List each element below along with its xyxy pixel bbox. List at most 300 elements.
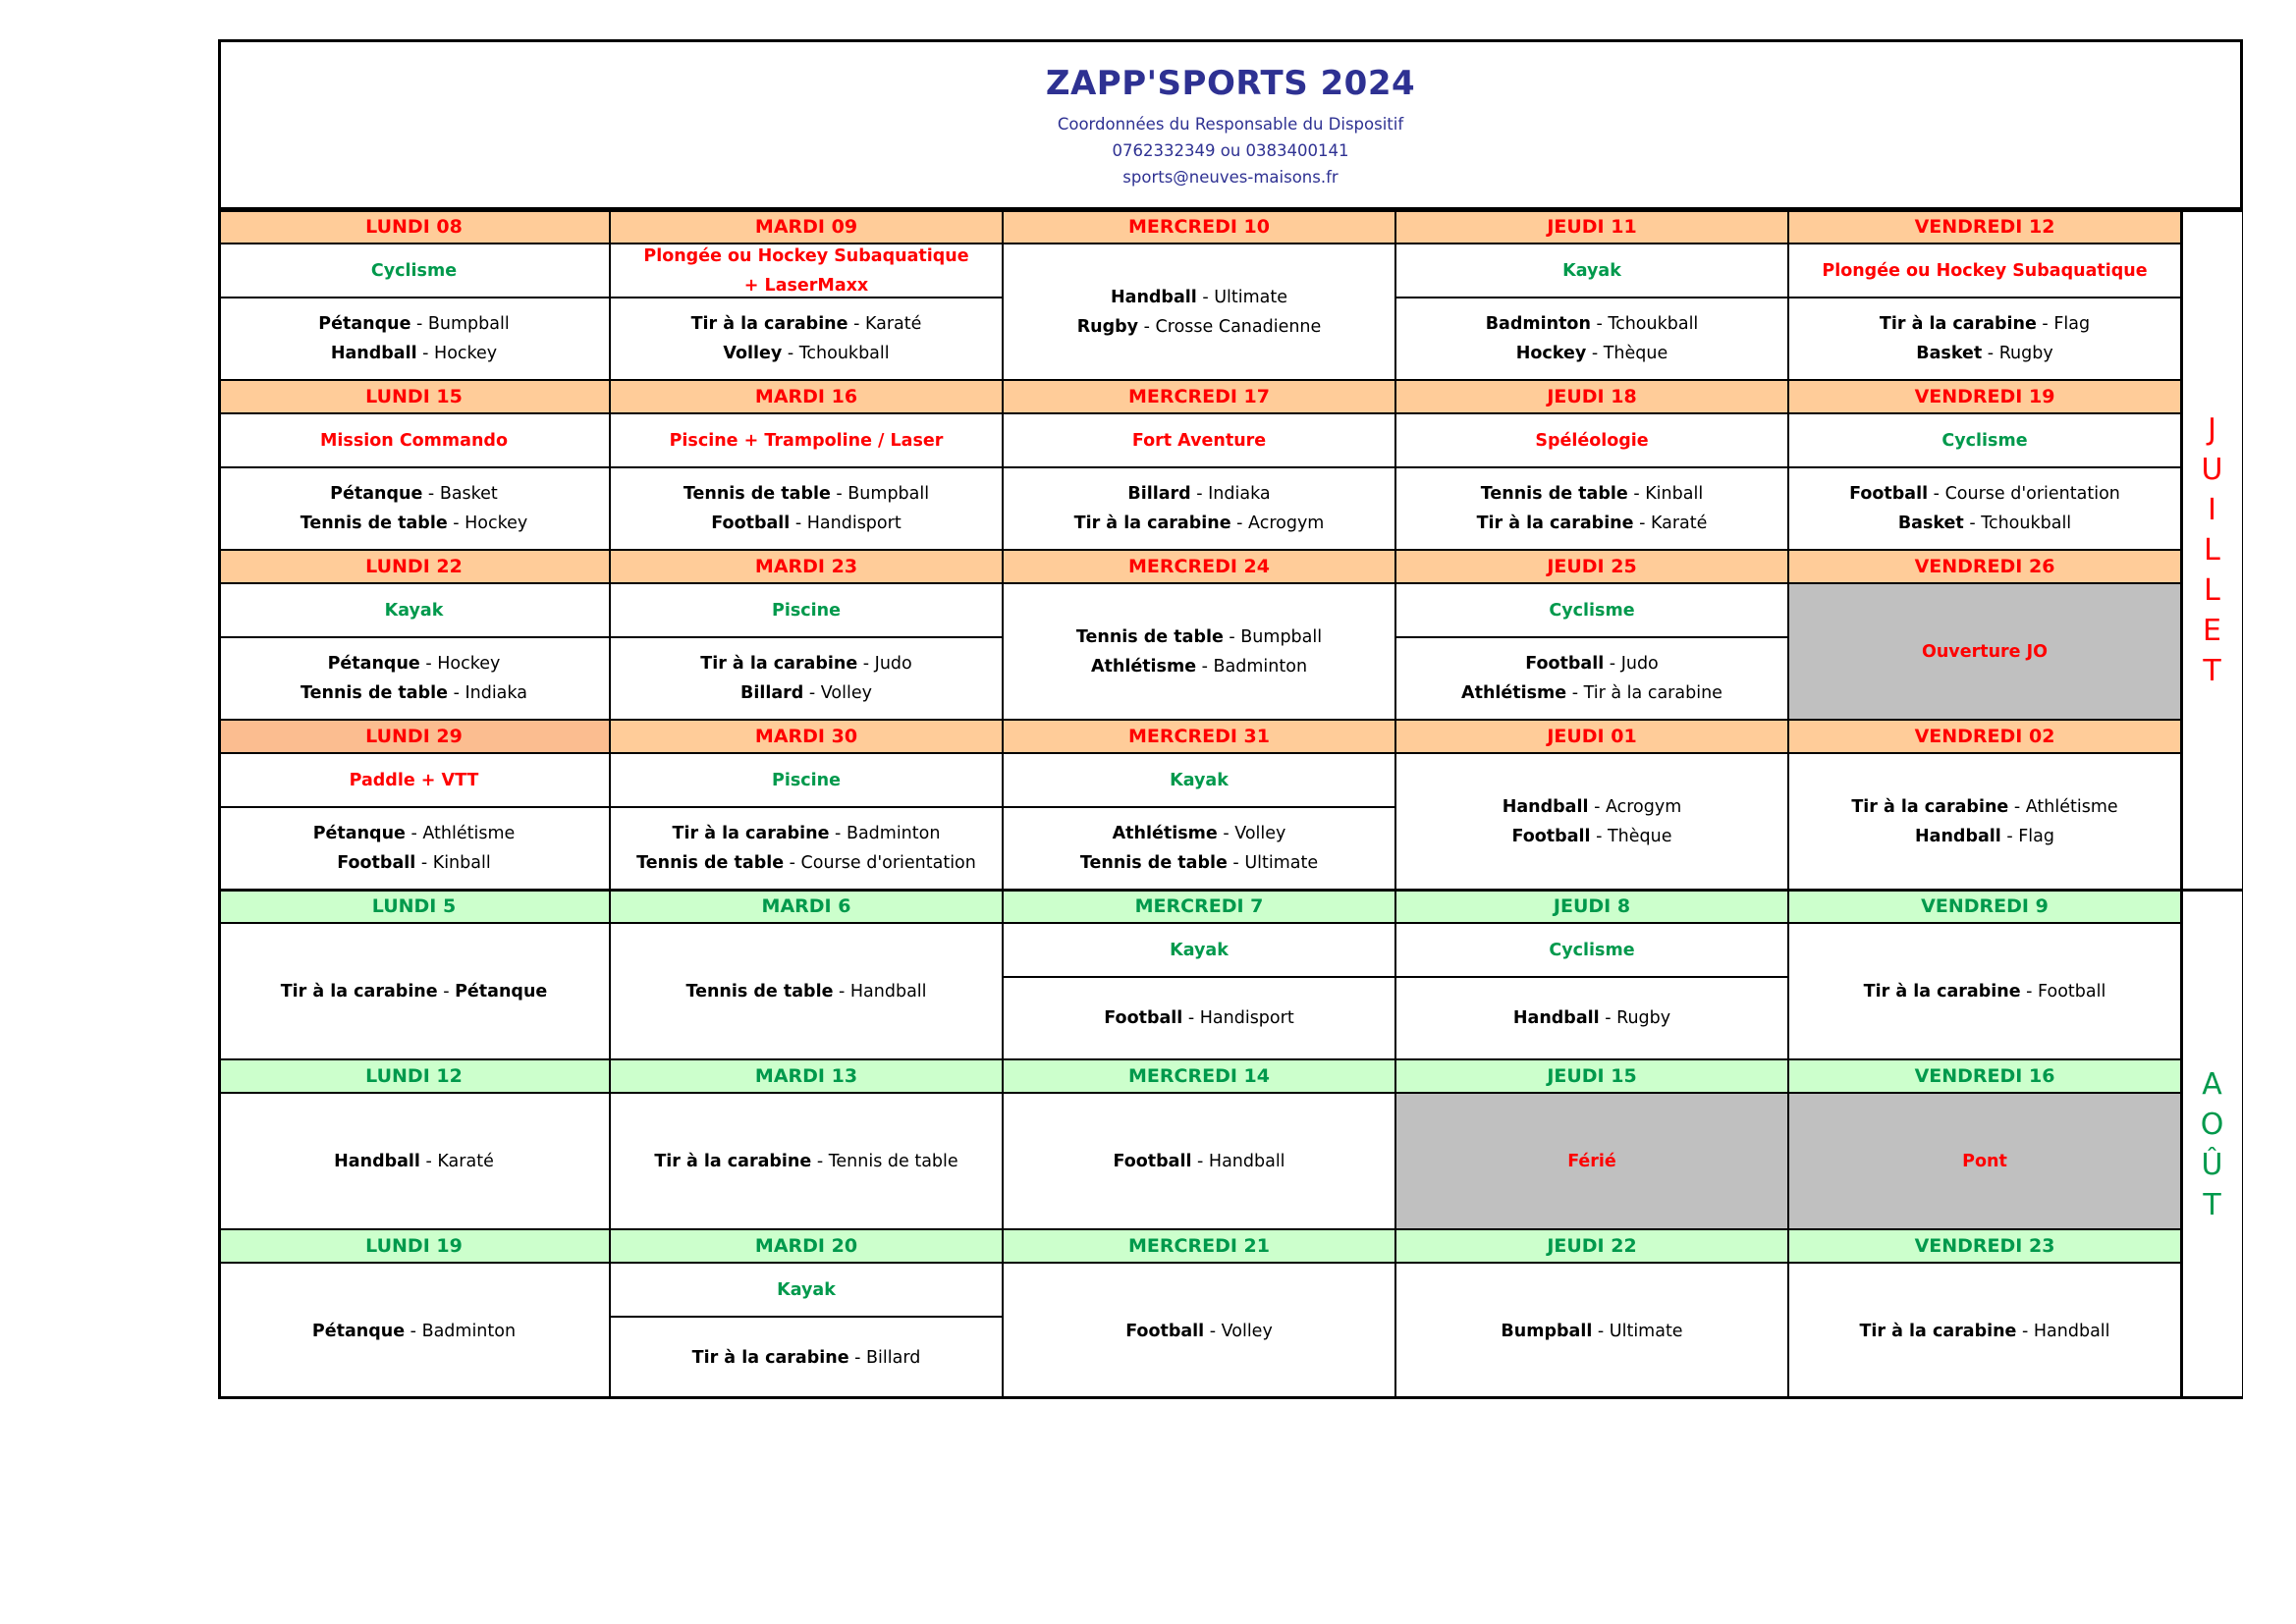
activity-line bbox=[1111, 283, 1287, 312]
activity-secondary: Karaté bbox=[1650, 514, 1708, 533]
activity-separator: - bbox=[422, 484, 440, 504]
activity-secondary: Tchoukball bbox=[798, 344, 890, 363]
activity-separator: - bbox=[448, 683, 465, 703]
day-header: JEUDI 18 bbox=[1395, 380, 1788, 413]
activity-cell bbox=[1003, 467, 1395, 550]
outing-label: Kayak bbox=[1170, 940, 1229, 960]
day-header: VENDREDI 16 bbox=[1788, 1059, 2181, 1093]
day-header: MARDI 13 bbox=[610, 1059, 1003, 1093]
activity-separator: - bbox=[419, 1151, 438, 1171]
day-header: JEUDI 01 bbox=[1395, 720, 1788, 753]
activity-line bbox=[330, 479, 498, 509]
activity-primary: Handball bbox=[1502, 796, 1589, 817]
activity-secondary: Judo bbox=[1620, 654, 1659, 674]
activity-cell bbox=[218, 807, 610, 890]
activity-secondary: Football bbox=[2038, 981, 2106, 1001]
activity-cell bbox=[1003, 1093, 1395, 1229]
activity-secondary: Tchoukball bbox=[1981, 514, 2072, 533]
outing-cell bbox=[1395, 583, 1788, 637]
activity-primary: Tir à la carabine bbox=[672, 824, 830, 843]
activity-secondary: Karaté bbox=[437, 1151, 494, 1171]
activity-separator: - bbox=[848, 1348, 867, 1368]
outing-label: Cyclisme bbox=[1549, 940, 1635, 960]
activity-primary: Volley bbox=[723, 344, 783, 363]
day-header: VENDREDI 19 bbox=[1788, 380, 2181, 413]
activity-primary: Tennis de table bbox=[636, 853, 785, 873]
activity-separator: - bbox=[833, 981, 850, 1001]
outing-label: Kayak bbox=[1562, 260, 1621, 281]
header-subtitle: Coordonnées du Responsable du Dispositif bbox=[1057, 115, 1404, 134]
activity-line bbox=[318, 309, 509, 339]
activity-cell bbox=[218, 298, 610, 380]
activity-secondary: Tir à la carabine bbox=[1583, 683, 1722, 703]
activity-primary: Handball bbox=[1110, 287, 1197, 307]
activity-separator: - bbox=[410, 314, 428, 334]
activity-line bbox=[1481, 479, 1703, 509]
day-header: VENDREDI 23 bbox=[1788, 1229, 2181, 1263]
activity-cell bbox=[610, 298, 1003, 380]
activity-separator: - bbox=[1204, 1321, 1222, 1341]
activity-separator: - bbox=[2000, 826, 2019, 846]
page-title: ZAPP'SPORTS 2024 bbox=[1045, 64, 1416, 103]
activity-cell bbox=[218, 923, 610, 1059]
activity-secondary: Tennis de table bbox=[828, 1151, 958, 1171]
activity-primary: Tir à la carabine bbox=[1879, 314, 2037, 334]
day-header: JEUDI 8 bbox=[1395, 890, 1788, 923]
activity-separator: - bbox=[1182, 1008, 1200, 1028]
activity-line bbox=[331, 339, 497, 368]
activity-secondary: Bumpball bbox=[847, 484, 930, 504]
activity-line bbox=[1477, 509, 1708, 538]
activity-primary: Tennis de table bbox=[1075, 626, 1224, 647]
activity-cell bbox=[1003, 807, 1395, 890]
activity-primary: Handball bbox=[1915, 826, 2001, 846]
activity-secondary: Basket bbox=[439, 484, 498, 504]
activity-primary: Handball bbox=[1512, 1008, 1600, 1028]
activity-line bbox=[1915, 822, 2054, 851]
divider-month bbox=[218, 889, 2243, 892]
activity-line bbox=[337, 848, 490, 878]
month-letter: J bbox=[2208, 411, 2216, 447]
outing-cell bbox=[218, 413, 610, 467]
header bbox=[218, 39, 2243, 210]
activity-line bbox=[685, 977, 926, 1006]
month-letter: T bbox=[2203, 1187, 2221, 1222]
outing-label: Piscine bbox=[772, 770, 841, 790]
month-letter: E bbox=[2203, 613, 2221, 648]
outing-cell bbox=[610, 244, 1003, 298]
activity-line bbox=[313, 819, 516, 848]
day-header: MERCREDI 14 bbox=[1003, 1059, 1395, 1093]
activity-cell bbox=[1003, 583, 1395, 720]
activity-line bbox=[1859, 1317, 2109, 1346]
outing-cell bbox=[1395, 413, 1788, 467]
outing-label: Cyclisme bbox=[370, 260, 458, 281]
activity-cell bbox=[218, 1093, 610, 1229]
outing-label: Piscine bbox=[772, 600, 841, 621]
activity-separator: - bbox=[2008, 796, 2026, 817]
activity-separator: - bbox=[2020, 981, 2039, 1001]
activity-primary: Tir à la carabine bbox=[1073, 514, 1231, 533]
outing-label: Paddle + VTT bbox=[349, 770, 479, 790]
closed-day-cell: Ouverture JO bbox=[1788, 583, 2181, 720]
day-header: LUNDI 29 bbox=[218, 720, 610, 753]
activity-secondary: Badminton bbox=[421, 1321, 517, 1341]
activity-separator: - bbox=[830, 484, 848, 504]
activity-secondary: Billard bbox=[866, 1348, 921, 1368]
activity-cell bbox=[1788, 923, 2181, 1059]
activity-primary: Football bbox=[711, 514, 791, 533]
activity-cell bbox=[610, 1093, 1003, 1229]
activity-line bbox=[1080, 848, 1318, 878]
activity-separator: - bbox=[405, 824, 423, 843]
day-header: MARDI 30 bbox=[610, 720, 1003, 753]
activity-primary: Athlétisme bbox=[1090, 656, 1197, 677]
activity-primary: Tir à la carabine bbox=[654, 1151, 812, 1171]
activity-secondary: Handisport bbox=[806, 514, 902, 533]
activity-line bbox=[312, 1317, 516, 1346]
activity-secondary: Volley bbox=[1221, 1321, 1273, 1341]
outing-label: Kayak bbox=[1170, 770, 1229, 790]
outing-cell bbox=[1003, 923, 1395, 977]
activity-primary: Tir à la carabine bbox=[690, 314, 848, 334]
activity-secondary: Tchoukball bbox=[1608, 314, 1699, 334]
activity-cell bbox=[1395, 298, 1788, 380]
activity-secondary: Course d'orientation bbox=[800, 853, 976, 873]
activity-secondary: Ultimate bbox=[1214, 287, 1288, 307]
outing-cell bbox=[1788, 413, 2181, 467]
day-header: LUNDI 12 bbox=[218, 1059, 610, 1093]
activity-separator: - bbox=[1928, 484, 1945, 504]
activity-primary: Basket bbox=[1916, 344, 1983, 363]
closed-day-cell: Férié bbox=[1395, 1093, 1788, 1229]
activity-cell bbox=[1788, 298, 2181, 380]
activity-secondary: Bumpball bbox=[1240, 626, 1323, 647]
activity-primary: Football bbox=[1125, 1321, 1205, 1341]
closed-day-cell: Pont bbox=[1788, 1093, 2181, 1229]
outing-cell bbox=[610, 753, 1003, 807]
border-left bbox=[218, 210, 221, 1399]
activity-secondary: Hockey bbox=[465, 514, 528, 533]
outing-cell bbox=[1788, 244, 2181, 298]
day-header: VENDREDI 9 bbox=[1788, 890, 2181, 923]
day-header: MERCREDI 7 bbox=[1003, 890, 1395, 923]
activity-line bbox=[1851, 792, 2117, 822]
border-month-left bbox=[2180, 210, 2183, 1399]
activity-line bbox=[636, 848, 976, 878]
activity-secondary: Bumpball bbox=[427, 314, 510, 334]
outing-label: Piscine + Trampoline / Laser bbox=[669, 430, 944, 451]
day-header: JEUDI 11 bbox=[1395, 210, 1788, 244]
day-header: VENDREDI 02 bbox=[1788, 720, 2181, 753]
activity-secondary: Flag bbox=[2018, 826, 2054, 846]
outing-label: Plongée ou Hockey Subaquatique bbox=[643, 245, 969, 266]
activity-secondary: Thèque bbox=[1603, 344, 1668, 363]
activity-line bbox=[692, 1343, 921, 1373]
activity-line bbox=[1125, 1317, 1273, 1346]
activity-secondary: Hockey bbox=[437, 654, 501, 674]
activity-separator: - bbox=[447, 514, 465, 533]
day-header: MERCREDI 24 bbox=[1003, 550, 1395, 583]
activity-line bbox=[301, 678, 527, 708]
activity-line bbox=[334, 1147, 494, 1176]
activity-primary: Basket bbox=[1897, 514, 1964, 533]
activity-cell bbox=[1788, 753, 2181, 890]
activity-cell bbox=[1395, 1263, 1788, 1399]
activity-line bbox=[1074, 509, 1325, 538]
activity-separator: - bbox=[2036, 314, 2054, 334]
activity-separator: - bbox=[1138, 316, 1156, 337]
activity-primary: Football bbox=[1113, 1151, 1192, 1171]
outing-label: Fort Aventure bbox=[1131, 430, 1267, 451]
activity-primary: Tir à la carabine bbox=[1863, 981, 2021, 1001]
activity-separator: - bbox=[1633, 514, 1651, 533]
outing-cell bbox=[218, 244, 610, 298]
activity-primary: Billard bbox=[1127, 484, 1191, 504]
day-header: JEUDI 25 bbox=[1395, 550, 1788, 583]
month-letters bbox=[2202, 409, 2223, 691]
activity-secondary: Kinball bbox=[1645, 484, 1704, 504]
activity-cell bbox=[610, 1317, 1003, 1399]
activity-primary: Rugby bbox=[1076, 316, 1139, 337]
activity-line bbox=[691, 309, 922, 339]
activity-secondary: Indiaka bbox=[1208, 484, 1271, 504]
outing-cell bbox=[218, 753, 610, 807]
outing-cell bbox=[1395, 923, 1788, 977]
activity-secondary: Volley bbox=[1234, 824, 1286, 843]
outing-cell bbox=[1003, 413, 1395, 467]
day-header: VENDREDI 26 bbox=[1788, 550, 2181, 583]
activity-line bbox=[1503, 792, 1682, 822]
activity-primary: Pétanque bbox=[312, 824, 406, 843]
activity-line bbox=[1501, 1317, 1682, 1346]
activity-separator: - bbox=[1190, 484, 1209, 504]
month-letter: I bbox=[2208, 492, 2216, 527]
activity-separator: - bbox=[1588, 796, 1606, 817]
activity-secondary: Athlétisme bbox=[2025, 796, 2118, 817]
activity-line bbox=[1113, 819, 1286, 848]
activity-cell bbox=[1395, 637, 1788, 720]
activity-line bbox=[1898, 509, 2071, 538]
day-header: MERCREDI 31 bbox=[1003, 720, 1395, 753]
outing-cell bbox=[610, 413, 1003, 467]
outing-label: Kayak bbox=[777, 1279, 836, 1300]
day-header: JEUDI 15 bbox=[1395, 1059, 1788, 1093]
activity-separator: - bbox=[1227, 853, 1245, 873]
activity-cell bbox=[610, 637, 1003, 720]
activity-secondary: Karaté bbox=[864, 314, 922, 334]
activity-line bbox=[723, 339, 889, 368]
activity-primary: Pétanque bbox=[318, 314, 411, 334]
outing-label: + LaserMaxx bbox=[743, 275, 869, 296]
activity-separator: - bbox=[803, 683, 821, 703]
month-letters bbox=[2201, 1064, 2224, 1225]
activity-primary: Football bbox=[1849, 484, 1929, 504]
outing-cell bbox=[1395, 244, 1788, 298]
day-header: MARDI 09 bbox=[610, 210, 1003, 244]
day-header: JEUDI 22 bbox=[1395, 1229, 1788, 1263]
activity-separator: - bbox=[415, 853, 433, 873]
activity-secondary: Pétanque bbox=[455, 981, 548, 1001]
activity-primary: Athlétisme bbox=[1461, 683, 1567, 703]
activity-separator: - bbox=[1566, 683, 1584, 703]
activity-secondary: Ultimate bbox=[1244, 853, 1319, 873]
day-header: MARDI 20 bbox=[610, 1229, 1003, 1263]
activity-separator: - bbox=[1217, 824, 1235, 843]
activity-primary: Tennis de table bbox=[301, 683, 448, 703]
day-header: MARDI 6 bbox=[610, 890, 1003, 923]
activity-line bbox=[328, 649, 501, 678]
activity-separator: - bbox=[419, 654, 438, 674]
activity-secondary: Course d'orientation bbox=[1944, 484, 2120, 504]
activity-line bbox=[1127, 479, 1270, 509]
activity-primary: Pétanque bbox=[327, 654, 420, 674]
activity-secondary: Crosse Canadienne bbox=[1155, 316, 1322, 337]
activity-cell bbox=[1003, 1263, 1395, 1399]
activity-primary: Tennis de table bbox=[1480, 484, 1628, 504]
activity-secondary: Badminton bbox=[1213, 656, 1308, 677]
activity-separator: - bbox=[829, 824, 847, 843]
activity-separator: - bbox=[1604, 654, 1621, 674]
outing-label: Cyclisme bbox=[1941, 430, 2028, 451]
activity-separator: - bbox=[1627, 484, 1646, 504]
day-header: LUNDI 5 bbox=[218, 890, 610, 923]
month-letter: Û bbox=[2201, 1147, 2223, 1182]
activity-cell bbox=[218, 1263, 610, 1399]
activity-cell bbox=[1003, 244, 1395, 380]
activity-cell bbox=[1788, 467, 2181, 550]
outing-cell bbox=[610, 583, 1003, 637]
day-header: MARDI 16 bbox=[610, 380, 1003, 413]
activity-separator: - bbox=[1590, 826, 1608, 846]
outing-label: Mission Commando bbox=[320, 430, 508, 451]
activity-primary: Handball bbox=[330, 344, 417, 363]
activity-line bbox=[1916, 339, 2052, 368]
activity-primary: Football bbox=[337, 853, 416, 873]
activity-separator: - bbox=[1592, 1321, 1610, 1341]
activity-line bbox=[1512, 822, 1672, 851]
month-letter: L bbox=[2204, 532, 2220, 568]
activity-primary: Tir à la carabine bbox=[1476, 514, 1634, 533]
activity-separator: - bbox=[2016, 1321, 2034, 1341]
activity-line bbox=[1516, 339, 1667, 368]
activity-separator: - bbox=[1963, 514, 1982, 533]
activity-primary: Tir à la carabine bbox=[1859, 1321, 2017, 1341]
outing-cell bbox=[1003, 753, 1395, 807]
month-label-juillet bbox=[2181, 210, 2243, 890]
activity-secondary: Athlétisme bbox=[422, 824, 516, 843]
activity-separator: - bbox=[847, 314, 865, 334]
activity-line bbox=[1525, 649, 1659, 678]
activity-separator: - bbox=[1599, 1008, 1617, 1028]
activity-cell bbox=[1395, 977, 1788, 1059]
activity-line bbox=[1077, 312, 1322, 342]
month-letter: U bbox=[2201, 452, 2223, 487]
activity-line bbox=[1849, 479, 2120, 509]
activity-cell bbox=[218, 467, 610, 550]
month-letter: O bbox=[2200, 1107, 2224, 1142]
activity-secondary: Acrogym bbox=[1248, 514, 1325, 533]
month-label-aout bbox=[2181, 890, 2243, 1399]
activity-line bbox=[1864, 977, 2106, 1006]
header-phone: 0762332349 ou 0383400141 bbox=[1112, 141, 1349, 160]
activity-primary: Handball bbox=[334, 1151, 420, 1171]
activity-secondary: Flag bbox=[2053, 314, 2091, 334]
month-letter: A bbox=[2202, 1066, 2222, 1102]
activity-secondary: Handball bbox=[1208, 1151, 1285, 1171]
activity-separator: - bbox=[1196, 656, 1214, 677]
activity-secondary: Thèque bbox=[1607, 826, 1672, 846]
activity-cell bbox=[610, 467, 1003, 550]
outing-label: Plongée ou Hockey Subaquatique bbox=[1822, 260, 2148, 281]
activity-secondary: Indiaka bbox=[465, 683, 527, 703]
day-header: MERCREDI 21 bbox=[1003, 1229, 1395, 1263]
activity-separator: - bbox=[1196, 287, 1215, 307]
outing-label: Spéléologie bbox=[1535, 430, 1649, 451]
activity-line bbox=[1486, 309, 1699, 339]
activity-line bbox=[1104, 1003, 1293, 1033]
activity-cell bbox=[218, 637, 610, 720]
activity-secondary: Kinball bbox=[432, 853, 491, 873]
activity-cell bbox=[1788, 1263, 2181, 1399]
activity-primary: Pétanque bbox=[330, 484, 423, 504]
activity-primary: Tir à la carabine bbox=[280, 981, 438, 1001]
activity-line bbox=[683, 479, 929, 509]
activity-separator: - bbox=[790, 514, 807, 533]
activity-secondary: Handisport bbox=[1199, 1008, 1294, 1028]
activity-line bbox=[673, 819, 941, 848]
activity-cell bbox=[610, 923, 1003, 1059]
activity-line bbox=[654, 1147, 957, 1176]
month-letter: T bbox=[2203, 653, 2221, 688]
activity-primary: Football bbox=[1525, 654, 1605, 674]
activity-separator: - bbox=[784, 853, 801, 873]
outing-cell bbox=[610, 1263, 1003, 1317]
activity-line bbox=[1513, 1003, 1670, 1033]
schedule-sheet bbox=[218, 39, 2243, 1402]
activity-separator: - bbox=[1586, 344, 1604, 363]
activity-secondary: Hockey bbox=[434, 344, 498, 363]
activity-primary: Billard bbox=[740, 683, 804, 703]
activity-separator: - bbox=[782, 344, 799, 363]
outing-cell bbox=[218, 583, 610, 637]
activity-line bbox=[1880, 309, 2090, 339]
activity-separator: - bbox=[416, 344, 435, 363]
outing-label: Cyclisme bbox=[1549, 600, 1635, 621]
activity-separator: - bbox=[1223, 626, 1241, 647]
day-header: MERCREDI 17 bbox=[1003, 380, 1395, 413]
activity-primary: Hockey bbox=[1515, 344, 1587, 363]
activity-line bbox=[1076, 623, 1322, 652]
divider-header bbox=[218, 209, 2243, 212]
day-header: LUNDI 22 bbox=[218, 550, 610, 583]
month-letter: L bbox=[2204, 572, 2220, 608]
activity-cell bbox=[610, 807, 1003, 890]
activity-primary: Tennis de table bbox=[1079, 853, 1228, 873]
activity-separator: - bbox=[1230, 514, 1249, 533]
activity-line bbox=[1091, 652, 1307, 681]
activity-primary: Football bbox=[1511, 826, 1591, 846]
outing-label: Kayak bbox=[384, 600, 444, 621]
activity-line bbox=[301, 509, 528, 538]
activity-secondary: Handball bbox=[2033, 1321, 2110, 1341]
activity-separator: - bbox=[1191, 1151, 1209, 1171]
day-header: LUNDI 08 bbox=[218, 210, 610, 244]
day-header: MARDI 23 bbox=[610, 550, 1003, 583]
border-bottom bbox=[218, 1396, 2243, 1399]
activity-line bbox=[1113, 1147, 1285, 1176]
activity-primary: Tir à la carabine bbox=[700, 654, 858, 674]
